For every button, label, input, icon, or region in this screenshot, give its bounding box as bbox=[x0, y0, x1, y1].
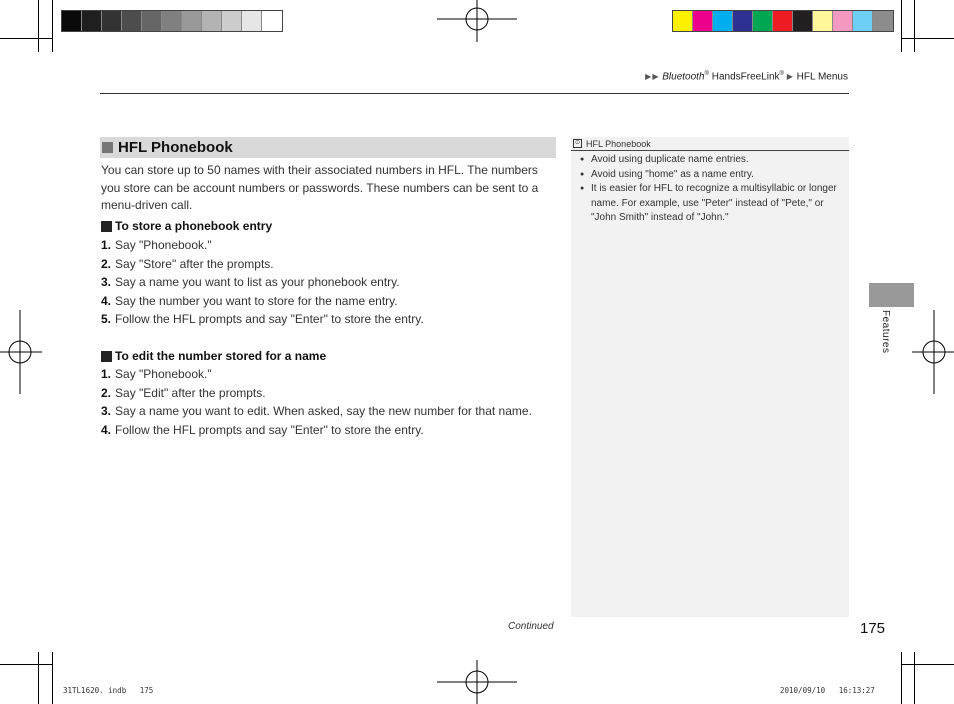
store-entry-heading: To store a phonebook entry bbox=[101, 219, 272, 233]
list-item: 5. Follow the HFL prompts and say "Enter" to store the entry. bbox=[101, 312, 424, 327]
triangle-right-icon: ▶ bbox=[652, 72, 659, 82]
color-swatch bbox=[122, 11, 142, 31]
color-swatch bbox=[753, 11, 773, 31]
breadcrumb-hfl-menus[interactable]: HFL Menus bbox=[796, 71, 848, 83]
color-swatch bbox=[82, 11, 102, 31]
color-swatch bbox=[853, 11, 873, 31]
intro-paragraph: You can store up to 50 names with their associated numbers in HFL. The numbers you store can be account numbers or passwords. These numbers can be sent to a menu-driven call. bbox=[101, 163, 539, 212]
color-swatch bbox=[62, 11, 82, 31]
process-color-bar bbox=[672, 10, 894, 32]
color-swatch bbox=[102, 11, 122, 31]
grayscale-color-bar bbox=[61, 10, 283, 32]
continued-label: Continued bbox=[508, 621, 554, 632]
list-item: 4. Follow the HFL prompts and say "Enter" to store the entry. bbox=[101, 422, 424, 437]
color-swatch bbox=[793, 11, 813, 31]
edit-steps-list bbox=[101, 365, 556, 439]
reference-icon: ⊙ bbox=[574, 140, 581, 146]
registration-mark-left bbox=[0, 310, 42, 394]
sidebar-list bbox=[577, 153, 843, 226]
color-swatch bbox=[693, 11, 713, 31]
page-title: HFL Phonebook bbox=[118, 139, 233, 156]
section-tab-label: Features bbox=[880, 310, 891, 354]
color-swatch bbox=[242, 11, 262, 31]
color-swatch bbox=[162, 11, 182, 31]
breadcrumb: ▶▶ Bluetooth® HandsFreeLink® ▶ HFL Menus bbox=[645, 71, 848, 83]
sidebar-notes bbox=[571, 137, 849, 617]
list-item: 1. Say "Phonebook." bbox=[101, 367, 212, 381]
registration-mark-top bbox=[437, 0, 517, 42]
color-swatch bbox=[262, 11, 282, 31]
color-swatch bbox=[813, 11, 833, 31]
color-swatch bbox=[222, 11, 242, 31]
list-item: ● Avoid using duplicate name entries. bbox=[577, 153, 843, 168]
breadcrumb-bluetooth[interactable]: Bluetooth bbox=[662, 71, 705, 83]
list-item: ● Avoid using "home" as a name entry. bbox=[577, 168, 843, 183]
print-file-info: 31TL1620. indb 175 bbox=[63, 686, 154, 695]
list-item: ● It is easier for HFL to recognize a multisyllabic or longer name. For example, use "Peter" instead of "Pete," or "John Smith" instead of "John." bbox=[577, 182, 843, 226]
color-swatch bbox=[733, 11, 753, 31]
list-item: 3. Say a name you want to list as your phonebook entry. bbox=[101, 275, 400, 290]
color-swatch bbox=[773, 11, 793, 31]
list-item: 2. Say "Store" after the prompts. bbox=[101, 256, 274, 271]
section-tab[interactable] bbox=[869, 283, 914, 307]
list-item: 4. Say the number you want to store for the name entry. bbox=[101, 293, 398, 308]
black-square-icon bbox=[101, 221, 112, 232]
print-timestamp: 2010/09/10 16:13:27 bbox=[780, 686, 875, 695]
page-number: 175 bbox=[860, 620, 886, 637]
color-swatch bbox=[182, 11, 202, 31]
color-swatch bbox=[202, 11, 222, 31]
section-heading bbox=[100, 137, 556, 158]
color-swatch bbox=[713, 11, 733, 31]
edit-entry-heading: To edit the number stored for a name bbox=[101, 349, 326, 363]
list-item: 1. Say "Phonebook." bbox=[101, 238, 212, 252]
store-steps-list bbox=[101, 236, 556, 329]
color-swatch bbox=[833, 11, 853, 31]
breadcrumb-handsfreelink[interactable]: HandsFreeLink bbox=[711, 71, 780, 83]
triangle-right-icon: ▶ bbox=[786, 72, 793, 82]
color-swatch bbox=[873, 11, 893, 31]
sidebar-heading: ⊙ HFL Phonebook bbox=[571, 137, 849, 151]
list-item: 3. Say a name you want to edit. When asked, say the new number for that name. bbox=[101, 404, 532, 419]
color-swatch bbox=[142, 11, 162, 31]
registration-mark-right bbox=[912, 310, 954, 394]
triangle-right-icon: ▶ bbox=[645, 72, 652, 82]
header-rule bbox=[100, 93, 849, 94]
black-square-icon bbox=[101, 351, 112, 362]
list-item: 2. Say "Edit" after the prompts. bbox=[101, 385, 266, 400]
registration-mark-bottom bbox=[437, 660, 517, 704]
color-swatch bbox=[673, 11, 693, 31]
gray-square-icon bbox=[102, 142, 113, 153]
